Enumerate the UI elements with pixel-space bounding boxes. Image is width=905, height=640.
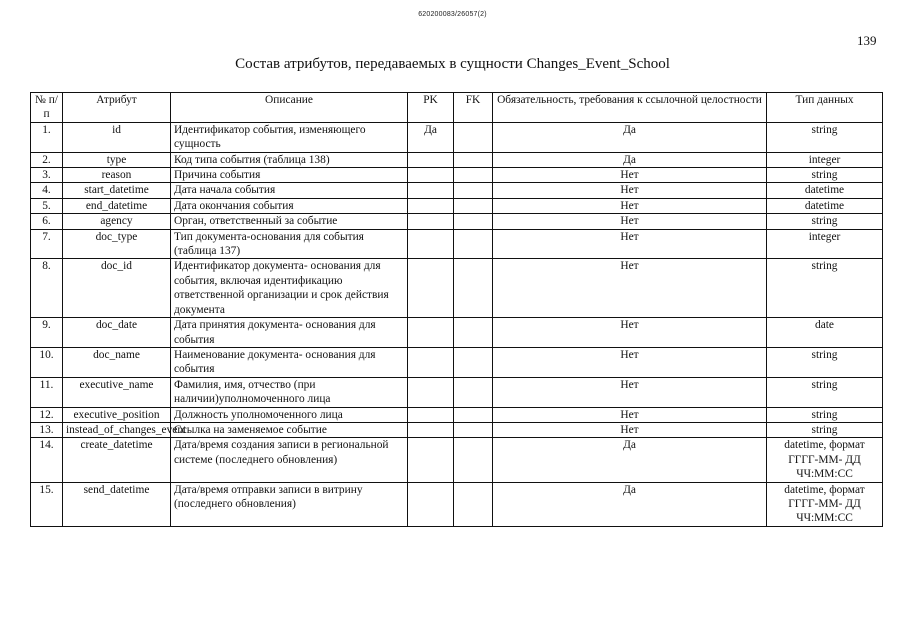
cell-attribute: doc_name bbox=[63, 347, 171, 377]
cell-type: string bbox=[767, 214, 883, 229]
cell-pk bbox=[408, 482, 454, 526]
header-row bbox=[31, 93, 883, 123]
cell-description: Дата/время создания записи в региональной системе (последнего обновления) bbox=[171, 438, 408, 482]
cell-required: Нет bbox=[493, 407, 767, 422]
cell-fk bbox=[454, 347, 493, 377]
cell-description: Тип документа-основания для события (таблица 137) bbox=[171, 229, 408, 259]
cell-description: Дата начала события bbox=[171, 183, 408, 198]
cell-required: Нет bbox=[493, 422, 767, 437]
cell-required: Нет bbox=[493, 168, 767, 183]
cell-description: Орган, ответственный за событие bbox=[171, 214, 408, 229]
table-row bbox=[31, 259, 883, 318]
cell-fk bbox=[454, 152, 493, 167]
cell-num: 7. bbox=[31, 229, 63, 259]
cell-num: 14. bbox=[31, 438, 63, 482]
header-fk: FK bbox=[454, 93, 493, 123]
table-row bbox=[31, 482, 883, 526]
cell-required: Нет bbox=[493, 347, 767, 377]
cell-num: 15. bbox=[31, 482, 63, 526]
cell-attribute: executive_position bbox=[63, 407, 171, 422]
cell-required: Нет bbox=[493, 229, 767, 259]
cell-type: string bbox=[767, 407, 883, 422]
cell-attribute: doc_id bbox=[63, 259, 171, 318]
cell-fk bbox=[454, 482, 493, 526]
document-number: 620200083/26057(2) bbox=[418, 11, 487, 18]
cell-description: Код типа события (таблица 138) bbox=[171, 152, 408, 167]
cell-fk bbox=[454, 214, 493, 229]
cell-num: 13. bbox=[31, 422, 63, 437]
cell-attribute: type bbox=[63, 152, 171, 167]
header-description: Описание bbox=[171, 93, 408, 123]
page-number: 139 bbox=[857, 33, 877, 48]
cell-num: 4. bbox=[31, 183, 63, 198]
cell-required: Да bbox=[493, 438, 767, 482]
table-row bbox=[31, 229, 883, 259]
cell-pk bbox=[408, 214, 454, 229]
cell-type: datetime, формат ГГГГ-ММ- ДД ЧЧ:ММ:СС bbox=[767, 482, 883, 526]
cell-attribute: create_datetime bbox=[63, 438, 171, 482]
cell-fk bbox=[454, 318, 493, 348]
cell-required: Да bbox=[493, 152, 767, 167]
header-num: № п/п bbox=[31, 93, 63, 123]
cell-num: 5. bbox=[31, 198, 63, 213]
cell-num: 6. bbox=[31, 214, 63, 229]
cell-fk bbox=[454, 183, 493, 198]
cell-required: Нет bbox=[493, 183, 767, 198]
cell-fk bbox=[454, 407, 493, 422]
cell-attribute: reason bbox=[63, 168, 171, 183]
cell-pk bbox=[408, 183, 454, 198]
cell-type: datetime, формат ГГГГ-ММ- ДД ЧЧ:ММ:СС bbox=[767, 438, 883, 482]
cell-required: Нет bbox=[493, 214, 767, 229]
table-row bbox=[31, 422, 883, 437]
cell-pk bbox=[408, 377, 454, 407]
cell-pk bbox=[408, 259, 454, 318]
cell-pk bbox=[408, 438, 454, 482]
cell-attribute: doc_type bbox=[63, 229, 171, 259]
cell-description: Идентификатор события, изменяющего сущность bbox=[171, 122, 408, 152]
cell-type: integer bbox=[767, 229, 883, 259]
table-row bbox=[31, 438, 883, 482]
table-row bbox=[31, 122, 883, 152]
cell-attribute: start_datetime bbox=[63, 183, 171, 198]
table-row bbox=[31, 407, 883, 422]
cell-fk bbox=[454, 438, 493, 482]
cell-description: Должность уполномоченного лица bbox=[171, 407, 408, 422]
attributes-table bbox=[30, 92, 883, 527]
cell-type: integer bbox=[767, 152, 883, 167]
cell-type: string bbox=[767, 122, 883, 152]
table-row bbox=[31, 318, 883, 348]
cell-required: Да bbox=[493, 482, 767, 526]
cell-pk bbox=[408, 198, 454, 213]
cell-pk: Да bbox=[408, 122, 454, 152]
cell-required: Да bbox=[493, 122, 767, 152]
cell-pk bbox=[408, 152, 454, 167]
cell-num: 10. bbox=[31, 347, 63, 377]
cell-required: Нет bbox=[493, 259, 767, 318]
cell-fk bbox=[454, 422, 493, 437]
cell-description: Причина события bbox=[171, 168, 408, 183]
cell-type: string bbox=[767, 347, 883, 377]
cell-attribute: send_datetime bbox=[63, 482, 171, 526]
header-required: Обязательность, требования к ссылочной целостности bbox=[493, 93, 767, 123]
cell-num: 8. bbox=[31, 259, 63, 318]
cell-pk bbox=[408, 168, 454, 183]
table-row bbox=[31, 214, 883, 229]
table-row bbox=[31, 198, 883, 213]
cell-type: date bbox=[767, 318, 883, 348]
cell-required: Нет bbox=[493, 377, 767, 407]
cell-type: string bbox=[767, 168, 883, 183]
cell-description: Дата/время отправки записи в витрину (последнего обновления) bbox=[171, 482, 408, 526]
cell-type: datetime bbox=[767, 198, 883, 213]
cell-fk bbox=[454, 377, 493, 407]
table-row bbox=[31, 152, 883, 167]
cell-num: 3. bbox=[31, 168, 63, 183]
cell-description: Фамилия, имя, отчество (при наличии)уполномоченного лица bbox=[171, 377, 408, 407]
cell-attribute: executive_name bbox=[63, 377, 171, 407]
cell-num: 9. bbox=[31, 318, 63, 348]
cell-type: string bbox=[767, 422, 883, 437]
cell-fk bbox=[454, 122, 493, 152]
cell-description: Ссылка на заменяемое событие bbox=[171, 422, 408, 437]
cell-num: 12. bbox=[31, 407, 63, 422]
header-pk: PK bbox=[408, 93, 454, 123]
cell-num: 2. bbox=[31, 152, 63, 167]
cell-description: Дата принятия документа- основания для события bbox=[171, 318, 408, 348]
cell-description: Наименование документа- основания для события bbox=[171, 347, 408, 377]
cell-attribute: instead_of_changes_event bbox=[63, 422, 171, 437]
table-row bbox=[31, 183, 883, 198]
cell-pk bbox=[408, 422, 454, 437]
table-row bbox=[31, 347, 883, 377]
cell-attribute: doc_date bbox=[63, 318, 171, 348]
cell-num: 11. bbox=[31, 377, 63, 407]
header-type: Тип данных bbox=[767, 93, 883, 123]
table-row bbox=[31, 377, 883, 407]
cell-type: string bbox=[767, 377, 883, 407]
cell-pk bbox=[408, 318, 454, 348]
cell-attribute: end_datetime bbox=[63, 198, 171, 213]
cell-fk bbox=[454, 229, 493, 259]
cell-num: 1. bbox=[31, 122, 63, 152]
header-attribute: Атрибут bbox=[63, 93, 171, 123]
cell-pk bbox=[408, 407, 454, 422]
cell-pk bbox=[408, 229, 454, 259]
cell-attribute: id bbox=[63, 122, 171, 152]
cell-description: Идентификатор документа- основания для события, включая идентификацию ответственной организации и срок действия документа bbox=[171, 259, 408, 318]
cell-fk bbox=[454, 198, 493, 213]
cell-required: Нет bbox=[493, 318, 767, 348]
cell-pk bbox=[408, 347, 454, 377]
cell-description: Дата окончания события bbox=[171, 198, 408, 213]
table-title: Состав атрибутов, передаваемых в сущности Changes_Event_School bbox=[235, 56, 670, 72]
cell-type: datetime bbox=[767, 183, 883, 198]
cell-fk bbox=[454, 259, 493, 318]
cell-required: Нет bbox=[493, 198, 767, 213]
cell-type: string bbox=[767, 259, 883, 318]
table-row bbox=[31, 168, 883, 183]
cell-attribute: agency bbox=[63, 214, 171, 229]
cell-fk bbox=[454, 168, 493, 183]
